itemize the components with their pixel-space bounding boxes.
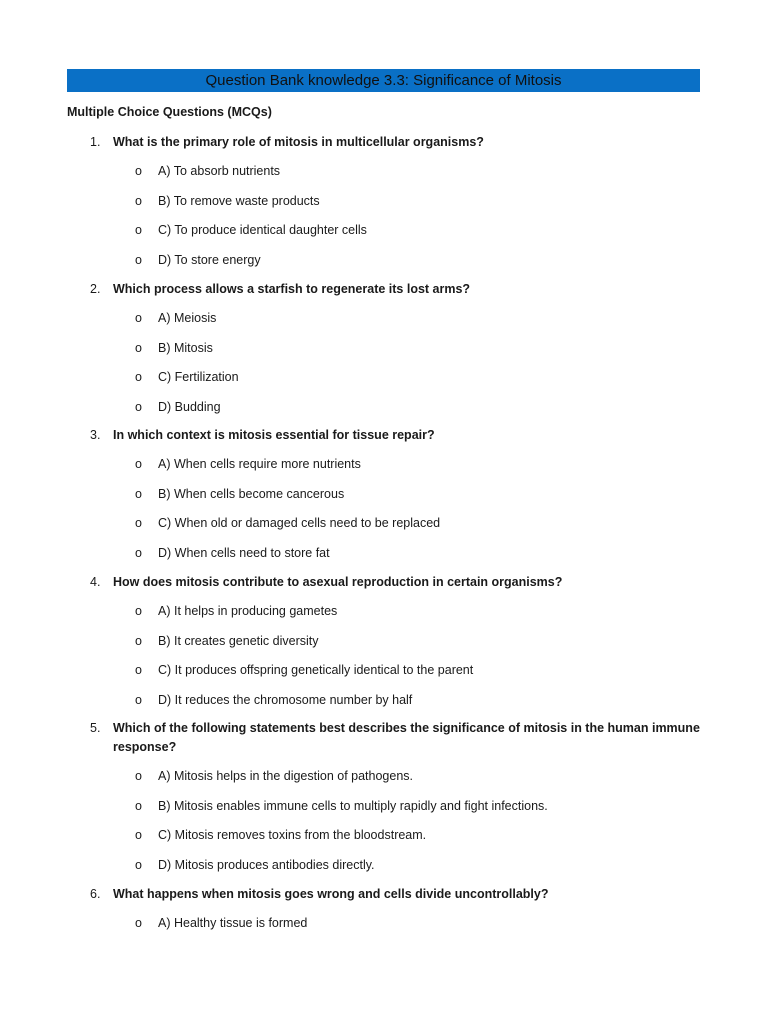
option-bullet: o [135,663,142,677]
option-text: A) Meiosis [158,311,217,325]
document-title: Question Bank knowledge 3.3: Significance of Mitosis [67,69,700,92]
question-number: 2. [90,282,101,296]
question-text: Which of the following statements best describes the significance of mitosis in the human immune response? [113,721,700,754]
option-bullet: o [135,487,142,501]
option-bullet: o [135,400,142,414]
option-text: B) Mitosis enables immune cells to multiply rapidly and fight infections. [158,799,548,813]
question-text: Which process allows a starfish to regenerate its lost arms? [113,282,471,296]
option-bullet: o [135,223,142,237]
option-bullet: o [135,341,142,355]
question-number: 1. [90,135,101,149]
option-text: D) Budding [158,400,221,414]
option-bullet: o [135,799,142,813]
option-text: B) Mitosis [158,341,213,355]
option-bullet: o [135,516,142,530]
option-text: D) When cells need to store fat [158,546,330,560]
option-text: D) To store energy [158,253,261,267]
option-text: B) It creates genetic diversity [158,634,319,648]
option-text: A) When cells require more nutrients [158,457,361,471]
option-bullet: o [135,164,142,178]
question-text: How does mitosis contribute to asexual reproduction in certain organisms? [113,575,563,589]
option-bullet: o [135,604,142,618]
option-text: A) To absorb nutrients [158,164,281,178]
option-bullet: o [135,370,142,384]
option-text: B) To remove waste products [158,194,320,208]
option-text: D) It reduces the chromosome number by half [158,693,413,707]
question-text: What happens when mitosis goes wrong and cells divide uncontrollably? [113,887,549,901]
option-bullet: o [135,769,142,783]
question-number: 3. [90,428,101,442]
option-text: C) Fertilization [158,370,239,384]
option-text: D) Mitosis produces antibodies directly. [158,858,375,872]
option-text: A) Healthy tissue is formed [158,916,308,930]
option-bullet: o [135,634,142,648]
option-text: A) It helps in producing gametes [158,604,338,618]
question-text: In which context is mitosis essential for tissue repair? [113,428,435,442]
option-text: C) To produce identical daughter cells [158,223,367,237]
option-bullet: o [135,693,142,707]
option-bullet: o [135,253,142,267]
question-number: 6. [90,887,101,901]
option-bullet: o [135,546,142,560]
option-text: C) It produces offspring genetically identical to the parent [158,663,474,677]
option-bullet: o [135,457,142,471]
option-text: C) Mitosis removes toxins from the bloodstream. [158,828,427,842]
option-bullet: o [135,311,142,325]
option-text: B) When cells become cancerous [158,487,345,501]
question-number: 4. [90,575,101,589]
option-text: C) When old or damaged cells need to be replaced [158,516,441,530]
option-bullet: o [135,194,142,208]
option-text: A) Mitosis helps in the digestion of pathogens. [158,769,414,783]
section-heading: Multiple Choice Questions (MCQs) [67,105,272,119]
option-bullet: o [135,858,142,872]
option-bullet: o [135,828,142,842]
question-number: 5. [90,721,101,735]
option-bullet: o [135,916,142,930]
question-text: What is the primary role of mitosis in multicellular organisms? [113,135,484,149]
